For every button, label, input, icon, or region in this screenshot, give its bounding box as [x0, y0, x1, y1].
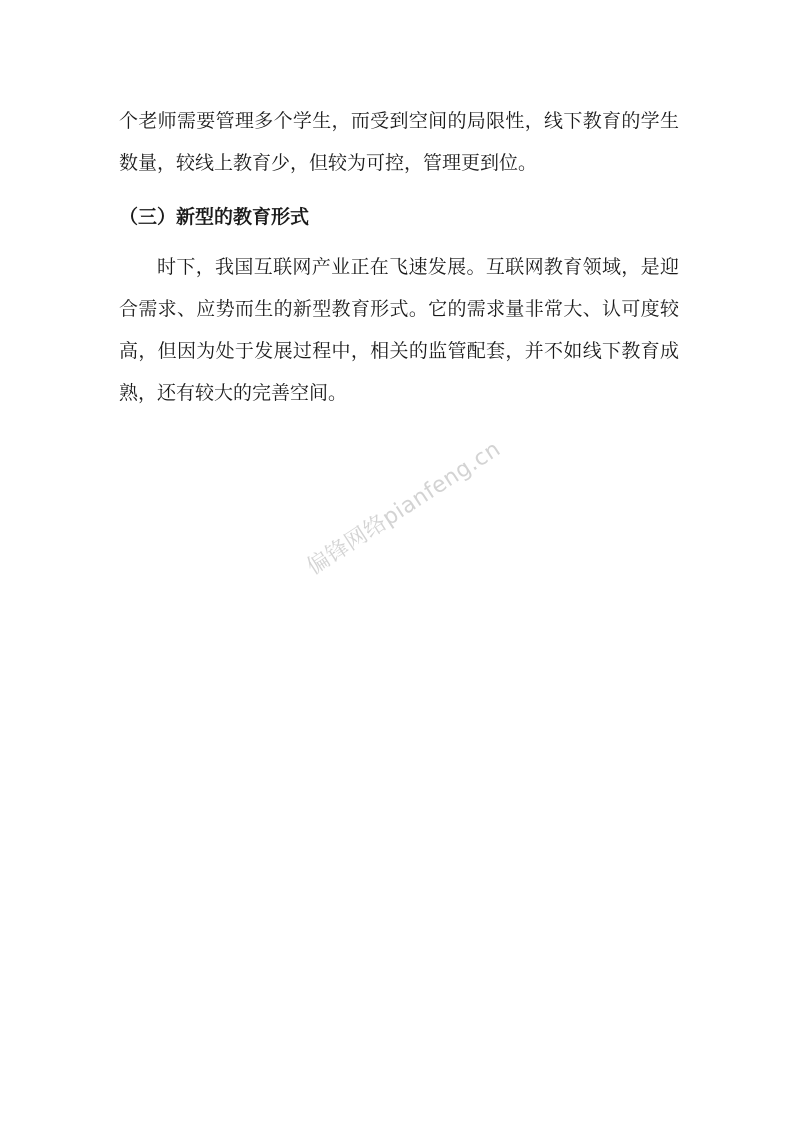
paragraph-body: 时下，我国互联网产业正在飞速发展。互联网教育领域，是迎合需求、应势而生的新型教育形式。它的需求量非常大、认可度较高，但因为处于发展过程中，相关的监管配套，并不如线下教育成熟，还有较大的完善空间。: [119, 256, 679, 404]
paragraph-continuation: 个老师需要管理多个学生，而受到空间的局限性，线下教育的学生数量，较线上教育少，但较为可控，管理更到位。: [119, 110, 679, 174]
watermark-text: 偏锋网络pianfeng.cn: [302, 436, 506, 581]
document-body: [119, 100, 679, 414]
section-heading: （三）新型的教育形式: [119, 206, 310, 228]
